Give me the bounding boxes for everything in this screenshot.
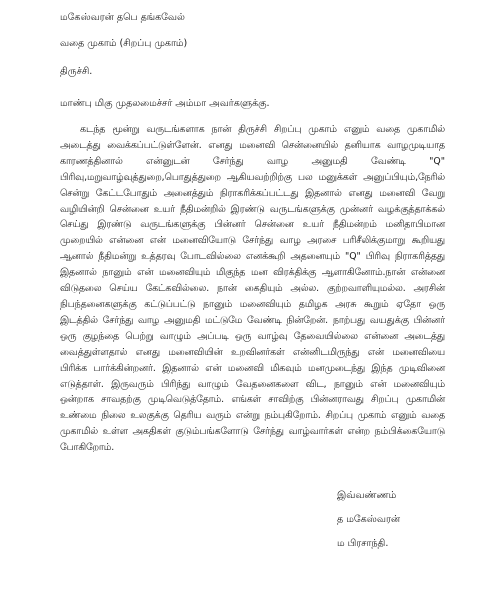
salutation: மாண்பு மிகு முதலமைச்சர் அம்மா அவர்களுக்கு. — [60, 98, 270, 109]
signatory-2: ம பிரசாந்தி. — [337, 538, 389, 549]
signatory-1: த மகேஸ்வரன் — [337, 514, 401, 525]
letter-body: கடந்த மூன்று வருடங்களாக நான் திருச்சி சிறப்பு முகாம் எனும் வதை முகாமில் அடைத்து வைக்கப்பட்டுள்ளேன். எனது மனைவி சென்னையில் தனியாக வாழமுடியாத காரணத்தினால் என்னுடன் சேர்ந்து வாழ அனுமதி வேண்டி "Q" பிரிவு,மறுவாழ்வுத்துறை,பொதுத்துறை ஆகியவற்றிற்கு பல மனுக்கள் அனுப்பியும்,நேரில் சென்று கேட்டபோதும் அனைத்தும் நிராகரிக்கப்பட்டது இதனால் எனது மனைவி வேறு வழியின்றி சென்னை உயர் நீதிமன்றில் இரண்டு வருடங்களுக்கு முன்னர் வழக்குத்தாக்கல் செய்து இரண்டு வருடங்களுக்கு பின்னர் சென்னை உயர் நீதிமன்றம் மனிதாபிமான முறையில் என்னை என் மனைவியோடு சேர்ந்து வாழ அரசை பரிசீலிக்குமாறு கூறியது ஆனால் நீதிமன்று உத்தரவு போடவில்லை எனக்கூறி அதனையும் "Q" பிரிவு நிராகரித்தது இதனால் நானும் என் மனைவியும் மிகுந்த மன விரக்திக்கு ஆளாகினோம்.நான் என்னை விடுதலை செய்ய கேட்கவில்லை. நான் கைதியும் அல்ல. குற்றவாளியுமல்ல. அரசின் நிபந்தனைகளுக்கு கட்டுப்பட்டு நானும் மனைவியும் தமிழக அரசு கூறும் ஏதோ ஒரு இடத்தில் சேர்ந்து வாழ அனுமதி மட்டுமே வேண்டி நின்றேன். நாற்பது வயதுக்கு பின்னர் ஒரு குழந்தை பெற்று வாழும் அப்படி ஒரு வாழ்வு தேவையில்லை என்னை அடைத்து வைத்துள்ளதால் எனது மனைவியின் உறவினர்கள் என்னிடமிருந்து என் மனைவியை பிரிக்க பார்க்கின்றனர். இதனால் என் மனைவி மிகவும் மனமுடைந்து இந்த முடிவினை எடுத்தாள். இருவரும் பிரிந்து வாழும் வேதனைகளை விட, நானும் என் மனைவியும் ஒன்றாக சாவதற்கு முடிவெடுத்தோம். எங்கள் சாவிற்கு பின்னராவது சிறப்பு முகாமின் உண்மை நிலை உலகுக்கு தெரிய வரும் என்று நம்புகிறோம். சிறப்பு முகாம் எனும் வதை முகாமில் உள்ள அகதிகள் குடும்பங்களோடு சேர்ந்து வாழ்வார்கள் என்ற நம்பிக்கையோடு போகிறோம். — [60, 124, 445, 454]
valediction: இவ்வண்ணம் — [337, 490, 397, 501]
sender-camp: வதை முகாம் (சிறப்பு முகாம்) — [60, 38, 188, 49]
sender-name: மகேஸ்வரன் தபெ தங்கவேல் — [60, 12, 185, 23]
sender-city: திருச்சி. — [60, 66, 93, 77]
